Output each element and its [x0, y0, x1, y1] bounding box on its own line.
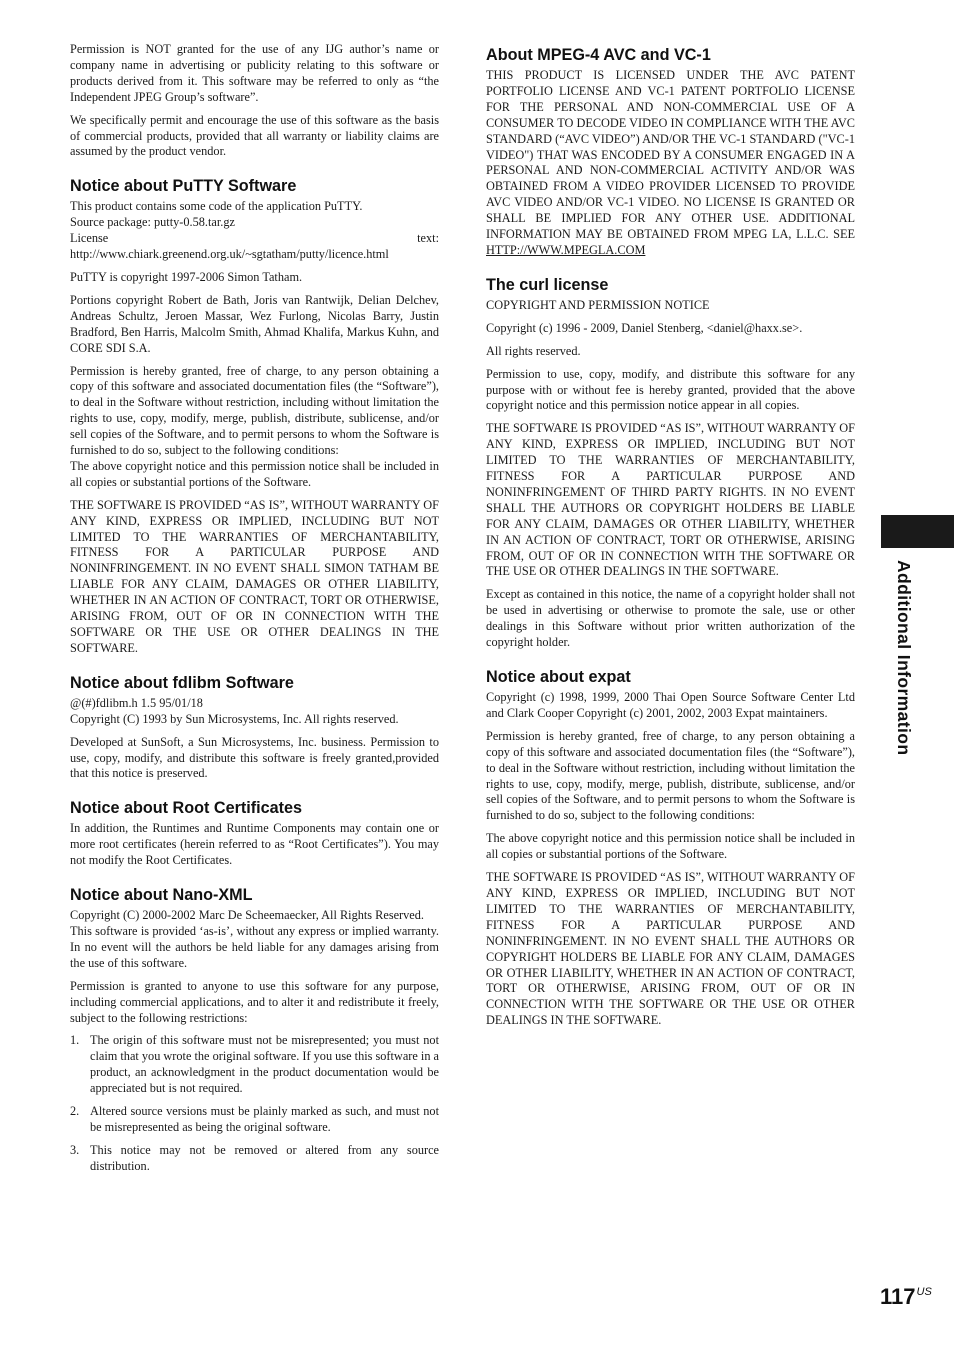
putty-permission	[70, 364, 439, 491]
nanoxml-line-1: Copyright (C) 2000-2002 Marc De Scheemaecker, All Rights Reserved.	[70, 908, 424, 923]
putty-info	[70, 199, 439, 263]
root-certificates-paragraph: In addition, the Runtimes and Runtime Components may contain one or more root certificates (herein referred to as “Root Certificates”). You may not modify the Root Certificates.	[70, 821, 439, 868]
list-item-text: Altered source versions must be plainly marked as such, and must not be misrepresented as being the original software.	[90, 1104, 439, 1134]
nanoxml-heading: Notice about Nano-XML	[70, 886, 253, 905]
putty-heading: Notice about PuTTY Software	[70, 177, 297, 196]
ijg-paragraph-1: Permission is NOT granted for the use of any IJG author’s name or company name in advertising or publicity relating to this software or products derived from it. This software may be referred to only as “the Independent JPEG Group’s software”.	[70, 42, 439, 104]
list-item	[70, 1104, 439, 1136]
putty-line-3: License text: http://www.chiark.greenend.org.uk/~sgtatham/putty/licence.html	[70, 231, 439, 262]
putty-copyright: PuTTY is copyright 1997-2006 Simon Tatham.	[70, 269, 303, 284]
root-certificates-heading: Notice about Root Certificates	[70, 799, 303, 818]
nanoxml-info	[70, 908, 439, 972]
curl-warranty: THE SOFTWARE IS PROVIDED “AS IS”, WITHOUT WARRANTY OF ANY KIND, EXPRESS OR IMPLIED, INCLUDING BUT NOT LIMITED TO THE WARRANTIES OF MERCHANTABILITY, FITNESS FOR A PARTICULAR PURPOSE AND NONINFRINGEMENT OF THIRD PARTY RIGHTS. IN NO EVENT SHALL THE AUTHORS OR COPYRIGHT HOLDERS BE LIABLE FOR ANY CLAIM, DAMAGES OR OTHER LIABILITY, WHETHER IN AN ACTION OF CONTRACT, TORT OR OTHERWISE, ARISING FROM, OUT OF OR IN CONNECTION WITH THE SOFTWARE OR THE USE OR OTHER DEALINGS IN THE SOFTWARE.	[486, 421, 855, 579]
fdlibm-developed: Developed at SunSoft, a Sun Microsystems, Inc. business. Permission to use, copy, modify, and distribute this software is freely granted,provided that this notice is preserved.	[70, 734, 439, 781]
list-item-text: The origin of this software must not be misrepresented; you must not claim that you wrote the original software. If you use this software in a product, an acknowledgment in the product documentation would be appreciated but is not required.	[90, 1033, 439, 1096]
fdlibm-heading: Notice about fdlibm Software	[70, 673, 294, 692]
fdlibm-info	[70, 696, 439, 728]
putty-above-notice: The above copyright notice and this permission notice shall be included in all copies or substantial portions of the Software.	[70, 458, 439, 489]
curl-rights: All rights reserved.	[486, 343, 581, 358]
putty-line-1: This product contains some code of the application PuTTY.	[70, 199, 363, 214]
curl-except: Except as contained in this notice, the name of a copyright holder shall not be used in advertising or otherwise to promote the sale, use or other dealings in this Software without prior written authorization of the copyright holder.	[486, 587, 855, 650]
curl-copyright: Copyright (c) 1996 - 2009, Daniel Stenberg, <daniel@haxx.se>.	[486, 320, 803, 335]
section-tab-marker	[881, 515, 954, 548]
list-item-number: 1.	[70, 1033, 80, 1048]
putty-portions: Portions copyright Robert de Bath, Joris van Rantwijk, Delian Delchev, Andreas Schultz, Jeroen Massar, Wez Furlong, Nicolas Barry, Justin Bradford, Ben Harris, Malcolm Smith, Ahmad Khalifa, Markus Kuhn, and CORE SDI S.A.	[70, 292, 439, 355]
list-item	[70, 1033, 439, 1097]
list-item-number: 3.	[70, 1142, 80, 1157]
expat-heading: Notice about expat	[486, 668, 631, 686]
page-number-suffix: US	[916, 1286, 932, 1298]
list-item-number: 2.	[70, 1104, 80, 1119]
page-number	[880, 1284, 932, 1310]
mpegla-link[interactable]: HTTP://WWW.MPEGLA.COM	[486, 242, 646, 257]
ijg-paragraph-2: We specifically permit and encourage the use of this software as the basis of commercial products, provided that all warranty or liability claims are assumed by the product vendor.	[70, 112, 439, 159]
mpeg-paragraph	[486, 68, 855, 259]
nanoxml-line-2: This software is provided ‘as-is’, without any express or implied warranty. In no event will the authors be held liable for any damages arising from the use of this software.	[70, 923, 439, 970]
curl-permission: Permission to use, copy, modify, and distribute this software for any purpose with or without fee is hereby granted, provided that the above copyright notice and this permission notice appear in all copies.	[486, 366, 855, 413]
fdlibm-line-2: Copyright (C) 1993 by Sun Microsystems, Inc. All rights reserved.	[70, 711, 399, 726]
putty-line-2: Source package: putty-0.58.tar.gz	[70, 215, 235, 230]
putty-permission-text: Permission is hereby granted, free of charge, to any person obtaining a copy of this software and associated documentation files (the “Software”), to deal in the Software without restriction, including without limitation the rights to use, copy, modify, merge, publish, distribute, sublicense, and/or sell copies of the Software, and to permit persons to whom the Software is furnished to do so, subject to the following conditions:	[70, 363, 439, 458]
expat-above-notice: The above copyright notice and this permission notice shall be included in all copies or substantial portions of the Software.	[486, 831, 855, 862]
nanoxml-permission: Permission is granted to anyone to use this software for any purpose, including commercial applications, and to alter it and redistribute it freely, subject to the following restrictions:	[70, 978, 439, 1025]
expat-warranty: THE SOFTWARE IS PROVIDED “AS IS”, WITHOUT WARRANTY OF ANY KIND, EXPRESS OR IMPLIED, INCLUDING BUT NOT LIMITED TO THE WARRANTIES OF MERCHANTABILITY, FITNESS FOR A PARTICULAR PURPOSE AND NONINFRINGEMENT. IN NO EVENT SHALL THE AUTHORS OR COPYRIGHT HOLDERS BE LIABLE FOR ANY CLAIM, DAMAGES OR OTHER LIABILITY, WHETHER IN AN ACTION OF CONTRACT, TORT OR OTHERWISE, ARISING FROM, OUT OF OR IN CONNECTION WITH THE SOFTWARE OR THE USE OR OTHER DEALINGS IN THE SOFTWARE.	[486, 870, 855, 1028]
left-column	[70, 42, 439, 1182]
section-tab-label: Additional Information	[894, 560, 914, 756]
expat-copyright: Copyright (c) 1998, 1999, 2000 Thai Open Source Software Center Ltd and Clark Cooper Copyright (c) 2001, 2002, 2003 Expat maintainers.	[486, 690, 855, 720]
curl-notice: COPYRIGHT AND PERMISSION NOTICE	[486, 297, 710, 312]
fdlibm-line-1: @(#)fdlibm.h 1.5 95/01/18	[70, 695, 203, 710]
list-item	[70, 1143, 439, 1175]
list-item-text: This notice may not be removed or altered from any source distribution.	[90, 1142, 439, 1173]
page-number-value: 117	[880, 1284, 916, 1309]
right-column	[486, 42, 855, 1036]
nanoxml-restrictions-list	[70, 1033, 439, 1174]
mpeg-text: THIS PRODUCT IS LICENSED UNDER THE AVC PATENT PORTFOLIO LICENSE AND VC-1 PATENT PORTFOLIO LICENSE FOR THE PERSONAL AND NON-COMMERCIAL USE OF A CONSUMER TO DECODE VIDEO IN COMPLIANCE WITH THE AVC STANDARD (“AVC VIDEO”) AND/OR THE VC-1 STANDARD ("VC-1 VIDEO") THAT WAS ENCODED BY A CONSUMER ENGAGED IN A PERSONAL AND NON-COMMERCIAL ACTIVITY AND/OR WAS OBTAINED FROM A VIDEO PROVIDER LICENSED TO PROVIDE AVC VIDEO AND/OR VC-1 VIDEO. NO LICENSE IS GRANTED OR SHALL BE IMPLIED FOR ANY OTHER USE. ADDITIONAL INFORMATION MAY BE OBTAINED FROM MPEG LA, L.L.C. SEE	[486, 68, 855, 242]
putty-warranty: THE SOFTWARE IS PROVIDED “AS IS”, WITHOUT WARRANTY OF ANY KIND, EXPRESS OR IMPLIED, INCLUDING BUT NOT LIMITED TO THE WARRANTIES OF MERCHANTABILITY, FITNESS FOR A PARTICULAR PURPOSE AND NONINFRINGEMENT. IN NO EVENT SHALL SIMON TATHAM BE LIABLE FOR ANY CLAIM, DAMAGES OR OTHER LIABILITY, WHETHER IN AN ACTION OF CONTRACT, TORT OR OTHERWISE, ARISING FROM, OUT OF OR IN CONNECTION WITH THE SOFTWARE OR THE USE OR OTHER DEALINGS IN THE SOFTWARE.	[70, 497, 439, 655]
mpeg-heading: About MPEG-4 AVC and VC-1	[486, 46, 711, 64]
expat-permission: Permission is hereby granted, free of charge, to any person obtaining a copy of this software and associated documentation files (the “Software”), to deal in the Software without restriction, including without limitation the rights to use, copy, modify, merge, publish, distribute, sublicense, and/or sell copies of the Software, and to permit persons to whom the Software is furnished to do so, subject to the following conditions:	[486, 728, 855, 823]
curl-heading: The curl license	[486, 275, 609, 294]
